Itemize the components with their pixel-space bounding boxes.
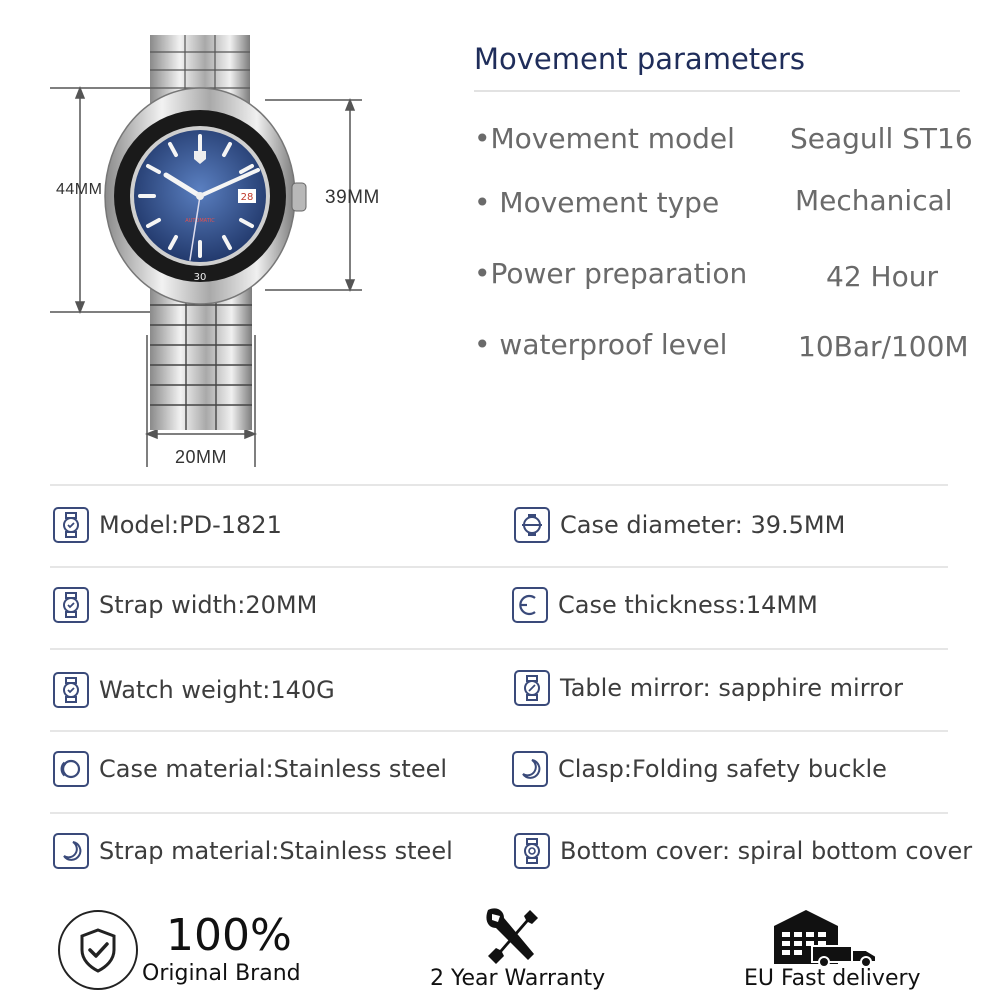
power-preparation-label: •Power preparation [474,257,748,290]
divider [50,812,948,814]
dial-text: AUTOMATIC [185,218,215,224]
crescent-icon [512,751,548,787]
spec-strap-width [53,587,317,623]
watch-back-icon [514,833,550,869]
spec-strap-material-text: Strap material:Stainless steel [99,837,453,865]
spec-model [53,507,282,543]
spec-model-text: Model:PD-1821 [99,511,282,539]
spec-case-thickness-text: Case thickness:14MM [558,591,818,619]
crown [292,183,306,211]
spec-clasp [512,751,887,787]
waterproof-level-value: 10Bar/100M [798,330,969,363]
divider [50,730,948,732]
spec-strap-width-text: Strap width:20MM [99,591,318,619]
movement-type-value: Mechanical [795,184,953,217]
warehouse-truck-icon [772,908,880,966]
delivery-label: EU Fast delivery [744,966,921,991]
spec-case-thickness [512,587,818,623]
divider [50,566,948,568]
original-brand-label: Original Brand [142,961,301,986]
spec-watch-weight [53,672,335,708]
movement-parameters-title: Movement parameters [474,42,806,76]
spec-bottom-cover-text: Bottom cover: spiral bottom cover [560,837,973,865]
watch-case-icon [514,507,550,543]
watch-icon [53,507,89,543]
power-preparation-value: 42 Hour [826,260,938,293]
dimension-strap-width: 20MM [175,447,228,467]
dimension-case-diameter: 39MM [325,187,380,208]
spec-table-mirror [514,670,903,706]
movement-model-label: •Movement model [474,122,735,155]
spec-case-material [53,751,447,787]
spec-case-material-text: Case material:Stainless steel [99,755,448,783]
divider [50,648,948,650]
spec-bottom-cover [514,833,972,869]
shield-check-icon [56,908,140,992]
case-ring-icon [53,751,89,787]
waterproof-level-label: • waterproof level [474,328,728,361]
bezel-marker: 30 [193,272,207,283]
watch-illustration [40,30,400,475]
spec-case-diameter [514,507,845,543]
wrench-screwdriver-icon [482,906,542,968]
movement-model-value: Seagull ST16 [790,122,973,155]
bracelet-bottom [150,285,252,430]
crystal-icon [514,670,550,706]
spec-case-diameter-text: Case diameter: 39.5MM [560,511,846,539]
watch-icon [53,672,89,708]
warranty-label: 2 Year Warranty [430,966,606,991]
spec-table-mirror-text: Table mirror: sapphire mirror [560,674,904,702]
original-brand-percent: 100% [166,910,292,961]
spec-clasp-text: Clasp:Folding safety buckle [558,755,887,783]
spec-strap-material [53,833,453,869]
divider [50,484,948,486]
divider [474,90,960,92]
watch-icon [53,587,89,623]
dimension-case-length: 44MM [56,181,103,198]
movement-type-label: • Movement type [474,186,720,219]
date-text: 28 [240,192,254,203]
case-side-icon [512,587,548,623]
crescent-icon [53,833,89,869]
spec-watch-weight-text: Watch weight:140G [99,676,335,704]
